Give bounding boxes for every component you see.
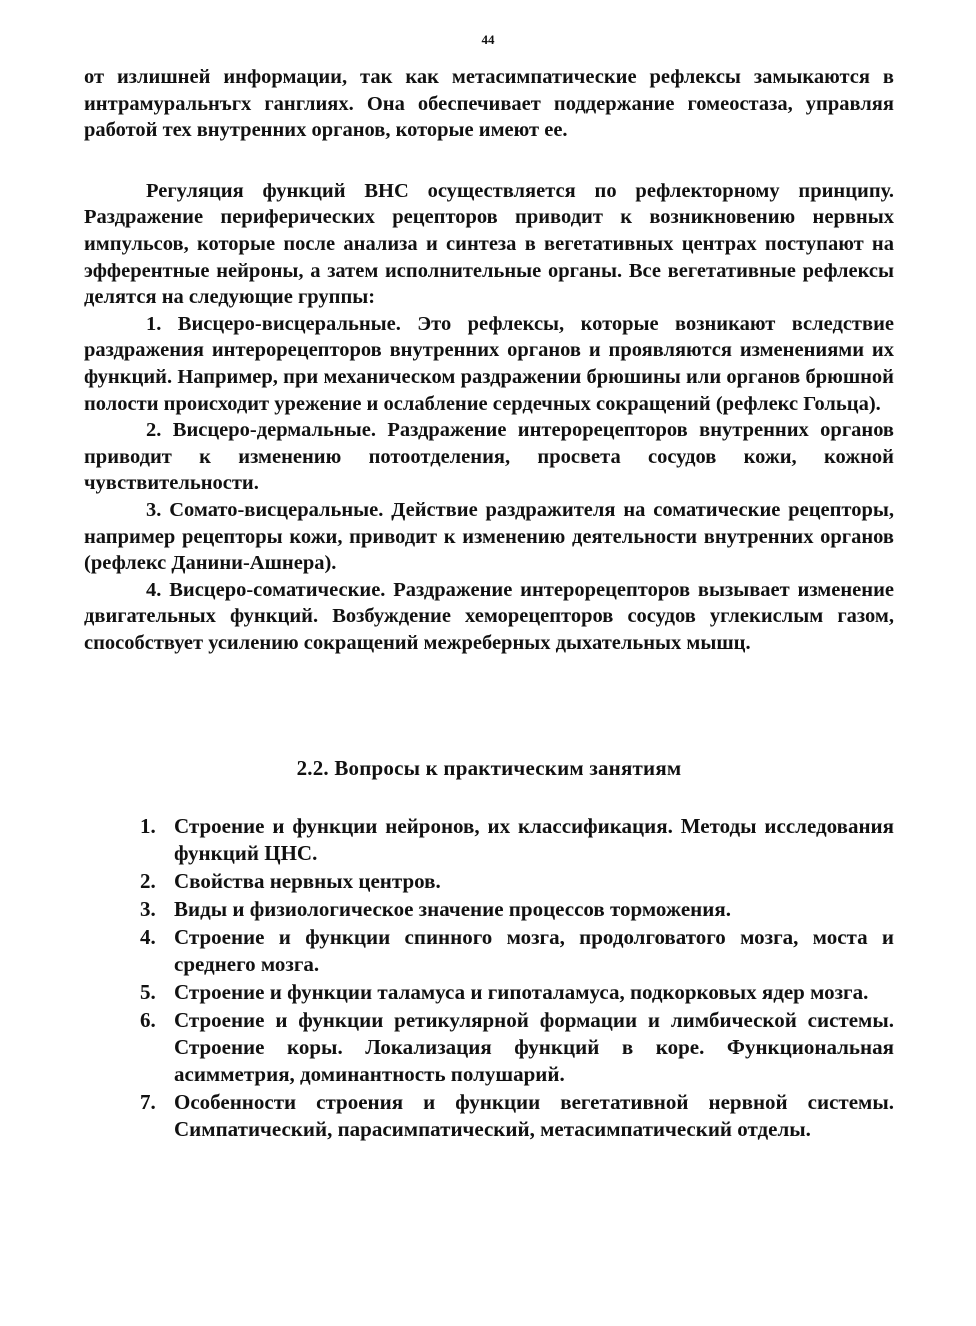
- list-item-text: Виды и физиологическое значение процессов торможения.: [174, 897, 731, 921]
- list-item: [84, 979, 894, 1006]
- list-item-text: Особенности строения и функции вегетативной нервной системы. Симпатический, парасимпатический, метасимпатический отделы.: [174, 1090, 894, 1141]
- list-item-text: Свойства нервных центров.: [174, 869, 441, 893]
- section-heading: 2.2. Вопросы к практическим занятиям: [296, 756, 682, 780]
- page-number: 44: [481, 32, 495, 47]
- body-text: [84, 64, 894, 656]
- list-item-number: 6.: [140, 1008, 156, 1032]
- list-item-text: Строение и функции нейронов, их классификация. Методы исследования функций ЦНС.: [174, 814, 894, 865]
- list-item: [84, 1007, 894, 1088]
- paragraph-continuation: от излишней информации, так как метасимпатические рефлексы замыкаются в интрамуральнъгх ганглиях. Она обеспечивает поддержание гомеостаза, управляя работой тех внутренних органов, которые имеют ее.: [84, 66, 894, 142]
- list-item-number: 4.: [140, 925, 156, 949]
- question-list: [84, 813, 894, 1144]
- list-item-number: 2.: [140, 869, 156, 893]
- list-item-text: Строение и функции таламуса и гипоталамуса, подкорковых ядер мозга.: [174, 980, 869, 1004]
- list-item: [84, 868, 894, 895]
- paragraph-reflex-group-4: 4. Висцеро-соматические. Раздражение интерорецепторов вызывает изменение двигательных функций. Возбуждение хеморецепторов сосудов углекислым газом, способствует усилению сокращений межреберных дыхательных мышц.: [84, 578, 894, 654]
- list-item: [84, 924, 894, 978]
- list-item: [84, 896, 894, 923]
- paragraph-reflex-group-3: 3. Сомато-висцеральные. Действие раздражителя на соматические рецепторы, например рецепторы кожи, приводит к изменению деятельности внутренних органов (рефлекс Данини-Ашнера).: [84, 498, 894, 575]
- list-item-text: Строение и функции ретикулярной формации и лимбической системы. Строение коры. Локализация функций в коре. Функциональная асимметрия, доминантность полушарий.: [174, 1008, 894, 1086]
- list-item: [84, 813, 894, 867]
- list-item-number: 7.: [140, 1090, 156, 1114]
- paragraph-reflex-group-1: 1. Висцеро-висцеральные. Это рефлексы, которые возникают вследствие раздражения интерорецепторов внутренних органов и проявляются изменениями их функций. Например, при механическом раздражении брюшины или органов брюшной полости происходит урежение и ослабление сердечных сокращений (рефлекс Гольца).: [84, 312, 894, 415]
- paragraph-gap: [84, 144, 894, 178]
- paragraph-regulation: Регуляция функций ВНС осуществляется по рефлекторному принципу. Раздражение периферических рецепторов приводит к возникновению нервных импульсов, которые после анализа и синтеза в вегетативных центрах поступают на эфферентные нейроны, а затем исполнительные органы. Все вегетативные рефлексы делятся на следующие группы:: [84, 179, 894, 309]
- paragraph-reflex-group-2: 2. Висцеро-дермальные. Раздражение интерорецепторов внутренних органов приводит к изменению потоотделения, просвета сосудов кожи, кожной чувствительности.: [84, 419, 894, 495]
- list-item-number: 3.: [140, 897, 156, 921]
- list-item-number: 5.: [140, 980, 156, 1004]
- list-item-text: Строение и функции спинного мозга, продолговатого мозга, моста и среднего мозга.: [174, 925, 894, 976]
- list-item-number: 1.: [140, 814, 156, 838]
- list-item: [84, 1089, 894, 1143]
